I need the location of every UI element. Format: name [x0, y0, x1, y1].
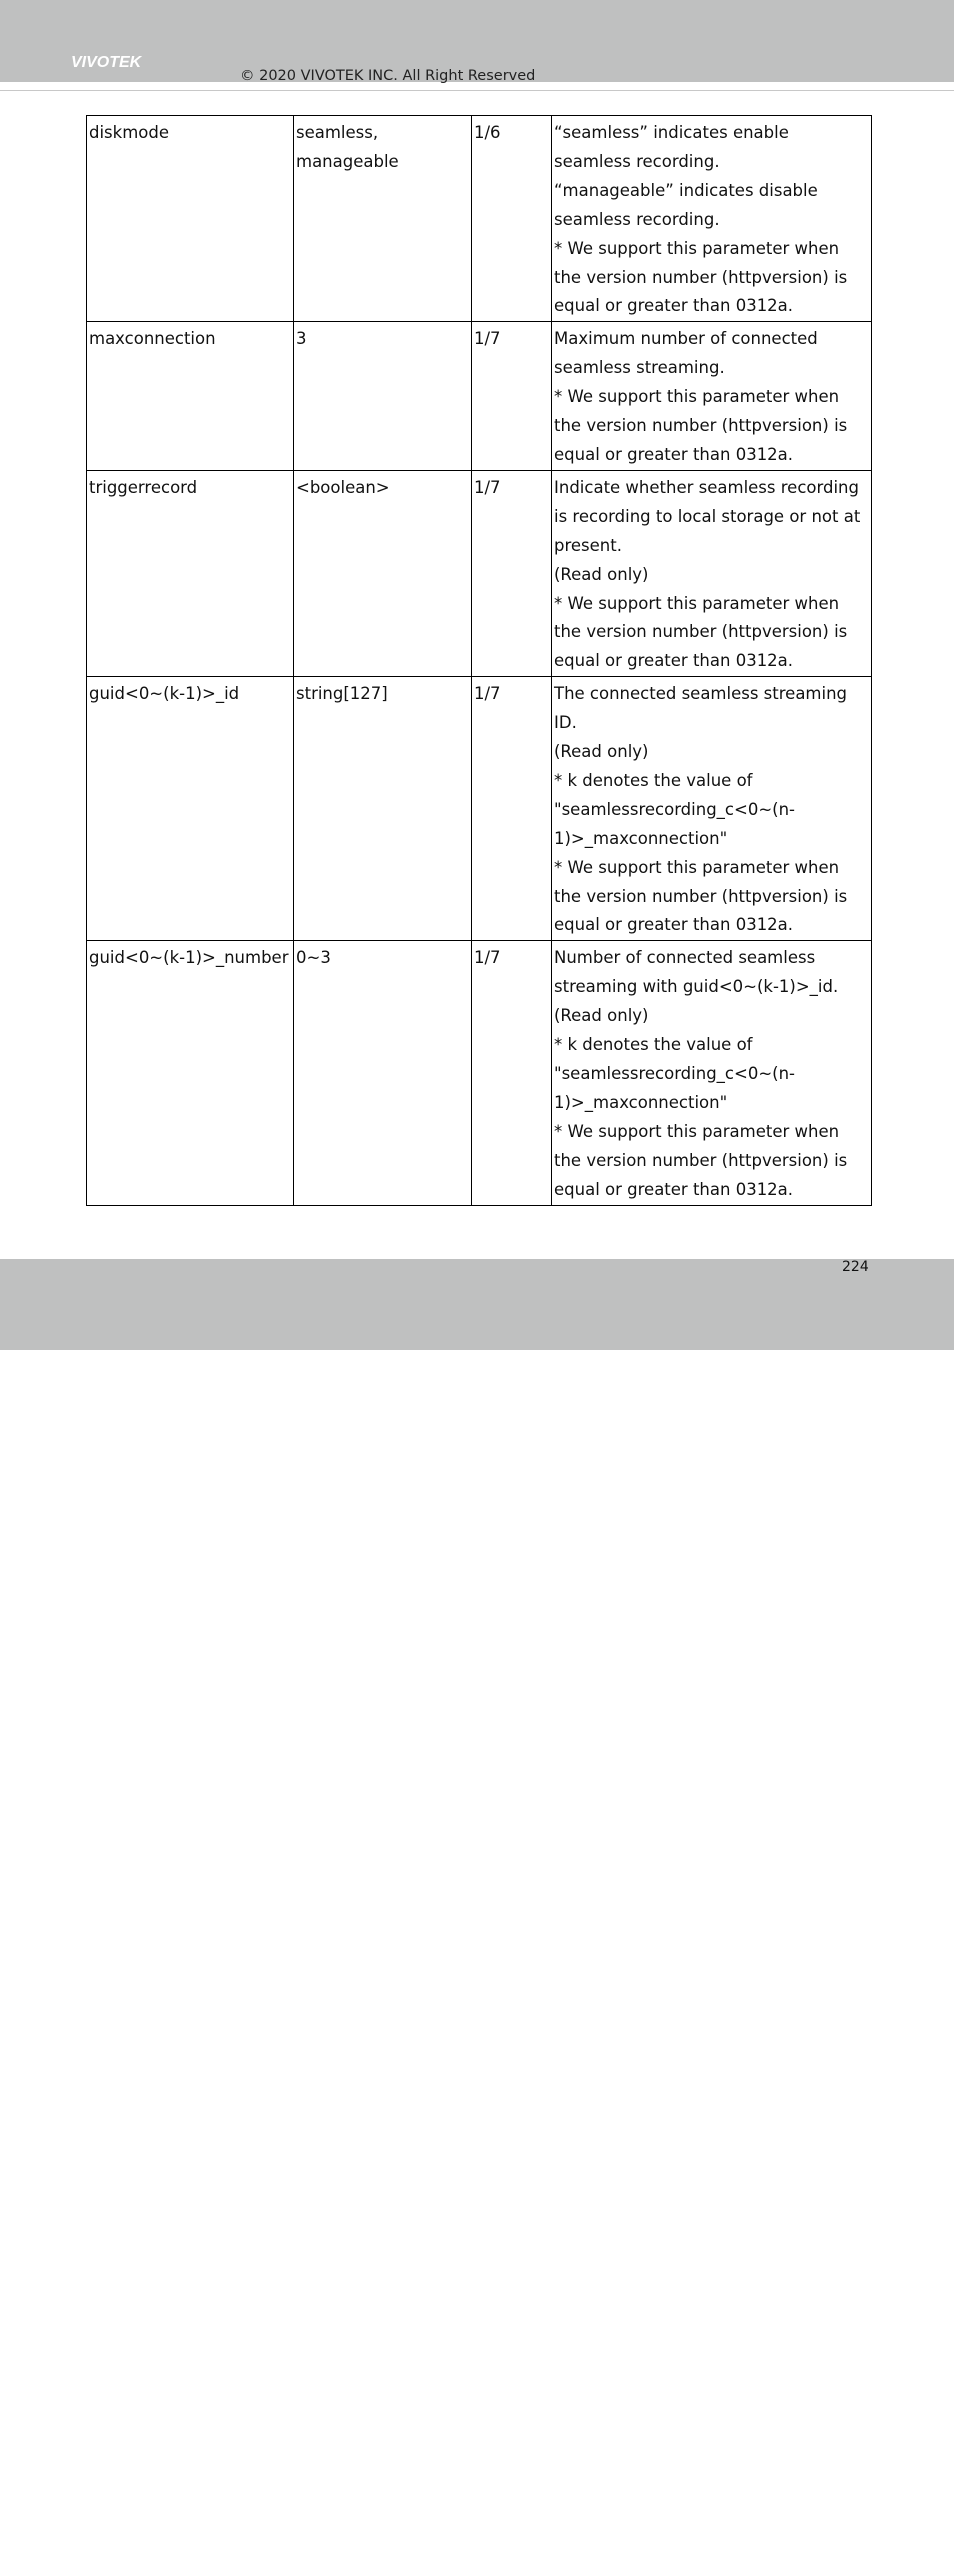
security-level-cell: 1/7	[472, 677, 552, 941]
description-line: * We support this parameter when the version number (httpversion) is equal or greater than 0312a.	[554, 1121, 848, 1199]
brand-logo-text: VIVOTEK	[71, 54, 142, 71]
manual-page-label: 378 - User's Manual	[69, 2534, 194, 2550]
description-line: * We support this parameter when the version number (httpversion) is equal or greater than 0312a.	[554, 593, 848, 671]
parameter-name-cell: guid<0~(k-1)>_number	[87, 941, 294, 1205]
description-line: * We support this parameter when the version number (httpversion) is equal or greater than 0312a.	[554, 387, 848, 464]
description-line: Indicate whether seamless recording is recording to local storage or not at present.	[554, 477, 861, 555]
header-divider	[0, 90, 954, 91]
copyright-notice: © 2020 VIVOTEK INC. All Right Reserved	[240, 68, 536, 84]
parameter-table	[86, 115, 872, 1206]
description-cell	[552, 677, 872, 941]
parameter-name-cell: triggerrecord	[87, 470, 294, 676]
description-line: * We support this parameter when the version number (httpversion) is equal or greater than 0312a.	[554, 238, 848, 316]
description-line: The connected seamless streaming ID.	[554, 684, 848, 733]
table-row	[87, 941, 872, 1205]
description-line: * We support this parameter when the version number (httpversion) is equal or greater than 0312a.	[554, 857, 848, 935]
security-level-cell: 1/6	[472, 116, 552, 322]
description-line: Maximum number of connected seamless streaming.	[554, 329, 818, 378]
parameter-value-cell: 3	[294, 322, 472, 471]
table-row	[87, 677, 872, 941]
parameter-table-body	[87, 116, 872, 1206]
description-line: (Read only)	[554, 1006, 649, 1026]
description-cell	[552, 470, 872, 676]
description-line: Number of connected seamless streaming with guid<0~(k-1)>_id.	[554, 948, 839, 997]
parameter-name-cell: maxconnection	[87, 322, 294, 471]
security-level-cell: 1/7	[472, 941, 552, 1205]
parameter-name-cell: guid<0~(k-1)>_id	[87, 677, 294, 941]
description-line: * k denotes the value of "seamlessrecording_c<0~(n-1)>_maxconnection"	[554, 1035, 795, 1112]
parameter-value-cell: 0~3	[294, 941, 472, 1205]
page-footer	[0, 1259, 954, 2550]
parameter-value-cell: string[127]	[294, 677, 472, 941]
description-line: (Read only)	[554, 564, 649, 584]
table-row	[87, 470, 872, 676]
description-cell	[552, 322, 872, 471]
parameter-value-cell: seamless, manageable	[294, 116, 472, 322]
description-cell	[552, 941, 872, 1205]
description-cell	[552, 116, 872, 322]
page-header	[0, 0, 954, 82]
description-line: * k denotes the value of "seamlessrecording_c<0~(n-1)>_maxconnection"	[554, 770, 795, 848]
description-line: “manageable” indicates disable seamless recording.	[554, 180, 818, 229]
description-line: (Read only)	[554, 742, 649, 762]
table-row	[87, 322, 872, 471]
parameter-value-cell: <boolean>	[294, 470, 472, 676]
table-row	[87, 116, 872, 322]
page-number: 224	[842, 1259, 869, 1275]
security-level-cell: 1/7	[472, 322, 552, 471]
security-level-cell: 1/7	[472, 470, 552, 676]
parameter-name-cell: diskmode	[87, 116, 294, 322]
description-line: “seamless” indicates enable seamless recording.	[554, 123, 789, 171]
